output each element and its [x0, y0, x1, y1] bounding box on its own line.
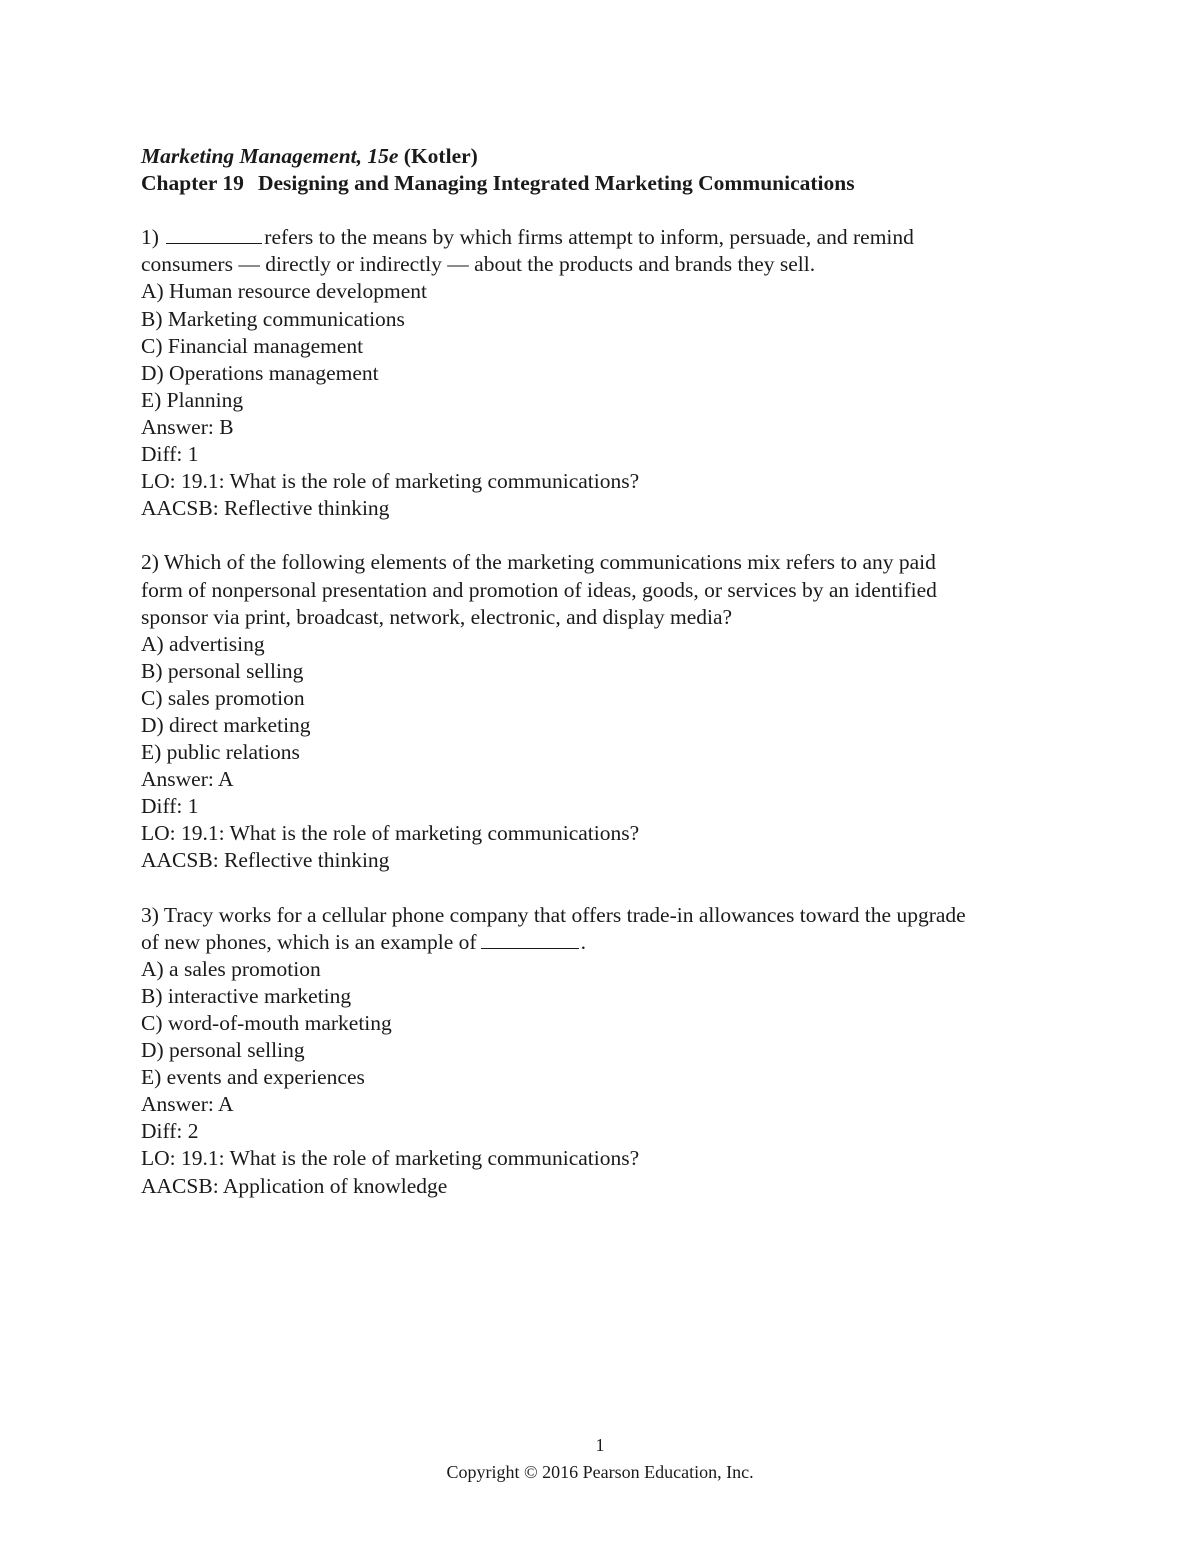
question-2-option-d: D) direct marketing	[141, 712, 311, 737]
question-1-diff: Diff: 1	[141, 442, 199, 467]
question-3-option-d: D) personal selling	[141, 1038, 305, 1063]
question-3-aacsb: AACSB: Application of knowledge	[141, 1173, 448, 1198]
question-3-line-2	[141, 929, 1081, 956]
copyright-notice: Copyright © 2016 Pearson Education, Inc.	[446, 1462, 754, 1482]
question-1-option-d: D) Operations management	[141, 360, 379, 385]
question-2-line-2: form of nonpersonal presentation and promotion of ideas, goods, or services by an identified	[141, 577, 937, 602]
question-1-line-1	[141, 224, 1081, 251]
question-3-text-2: of new phones, which is an example of	[141, 929, 477, 954]
question-2-option-a: A) advertising	[141, 631, 265, 656]
question-1-option-b: B) Marketing communications	[141, 306, 405, 331]
question-1	[141, 224, 1081, 522]
spacer	[141, 875, 1081, 902]
question-3-option-b: B) interactive marketing	[141, 983, 352, 1008]
chapter-title: Designing and Managing Integrated Marketing Communications	[257, 171, 855, 196]
question-2-option-b: B) personal selling	[141, 658, 304, 683]
question-1-text-1: refers to the means by which firms attempt to inform, persuade, and remind	[264, 225, 914, 250]
question-1-answer: Answer: B	[141, 414, 234, 439]
question-1-lo: LO: 19.1: What is the role of marketing communications?	[141, 469, 640, 494]
question-2-aacsb: AACSB: Reflective thinking	[141, 848, 390, 873]
book-title: Marketing Management, 15e	[141, 144, 399, 168]
question-1-option-a: A) Human resource development	[141, 279, 427, 304]
question-3-option-a: A) a sales promotion	[141, 956, 321, 981]
question-2-line-3: sponsor via print, broadcast, network, electronic, and display media?	[141, 604, 733, 629]
book-author: (Kotler)	[403, 144, 478, 168]
question-3-text-2-end: .	[580, 929, 586, 954]
question-1-option-e: E) Planning	[141, 387, 244, 412]
question-3-answer: Answer: A	[141, 1092, 234, 1117]
question-3-lo: LO: 19.1: What is the role of marketing communications?	[141, 1146, 640, 1171]
question-3-option-c: C) word-of-mouth marketing	[141, 1011, 392, 1035]
question-2-line-1: 2) Which of the following elements of the marketing communications mix refers to any paid	[141, 550, 936, 575]
question-2-answer: Answer: A	[141, 767, 234, 792]
book-title-line	[141, 143, 1081, 170]
question-2-diff: Diff: 1	[141, 794, 199, 819]
question-1-number: 1)	[141, 225, 159, 250]
answer-blank	[166, 225, 262, 244]
answer-blank	[481, 930, 579, 949]
question-3-line-1: 3) Tracy works for a cellular phone company that offers trade-in allowances toward the upgrade	[141, 902, 966, 927]
question-2	[141, 549, 1081, 874]
question-2-lo: LO: 19.1: What is the role of marketing communications?	[141, 821, 640, 846]
question-2-option-c: C) sales promotion	[141, 685, 305, 710]
question-3-diff: Diff: 2	[141, 1119, 199, 1144]
question-1-line-2: consumers — directly or indirectly — about the products and brands they sell.	[141, 252, 816, 277]
question-1-aacsb: AACSB: Reflective thinking	[141, 496, 390, 521]
spacer	[141, 197, 1081, 224]
question-3-option-e: E) events and experiences	[141, 1065, 365, 1090]
question-1-option-c: C) Financial management	[141, 333, 364, 358]
chapter-heading	[141, 170, 1081, 197]
question-3	[141, 902, 1081, 1200]
spacer	[141, 522, 1081, 549]
chapter-label: Chapter 19	[141, 171, 244, 196]
document-content	[141, 143, 1081, 1200]
page-number: 1	[595, 1435, 605, 1455]
question-2-option-e: E) public relations	[141, 740, 300, 765]
